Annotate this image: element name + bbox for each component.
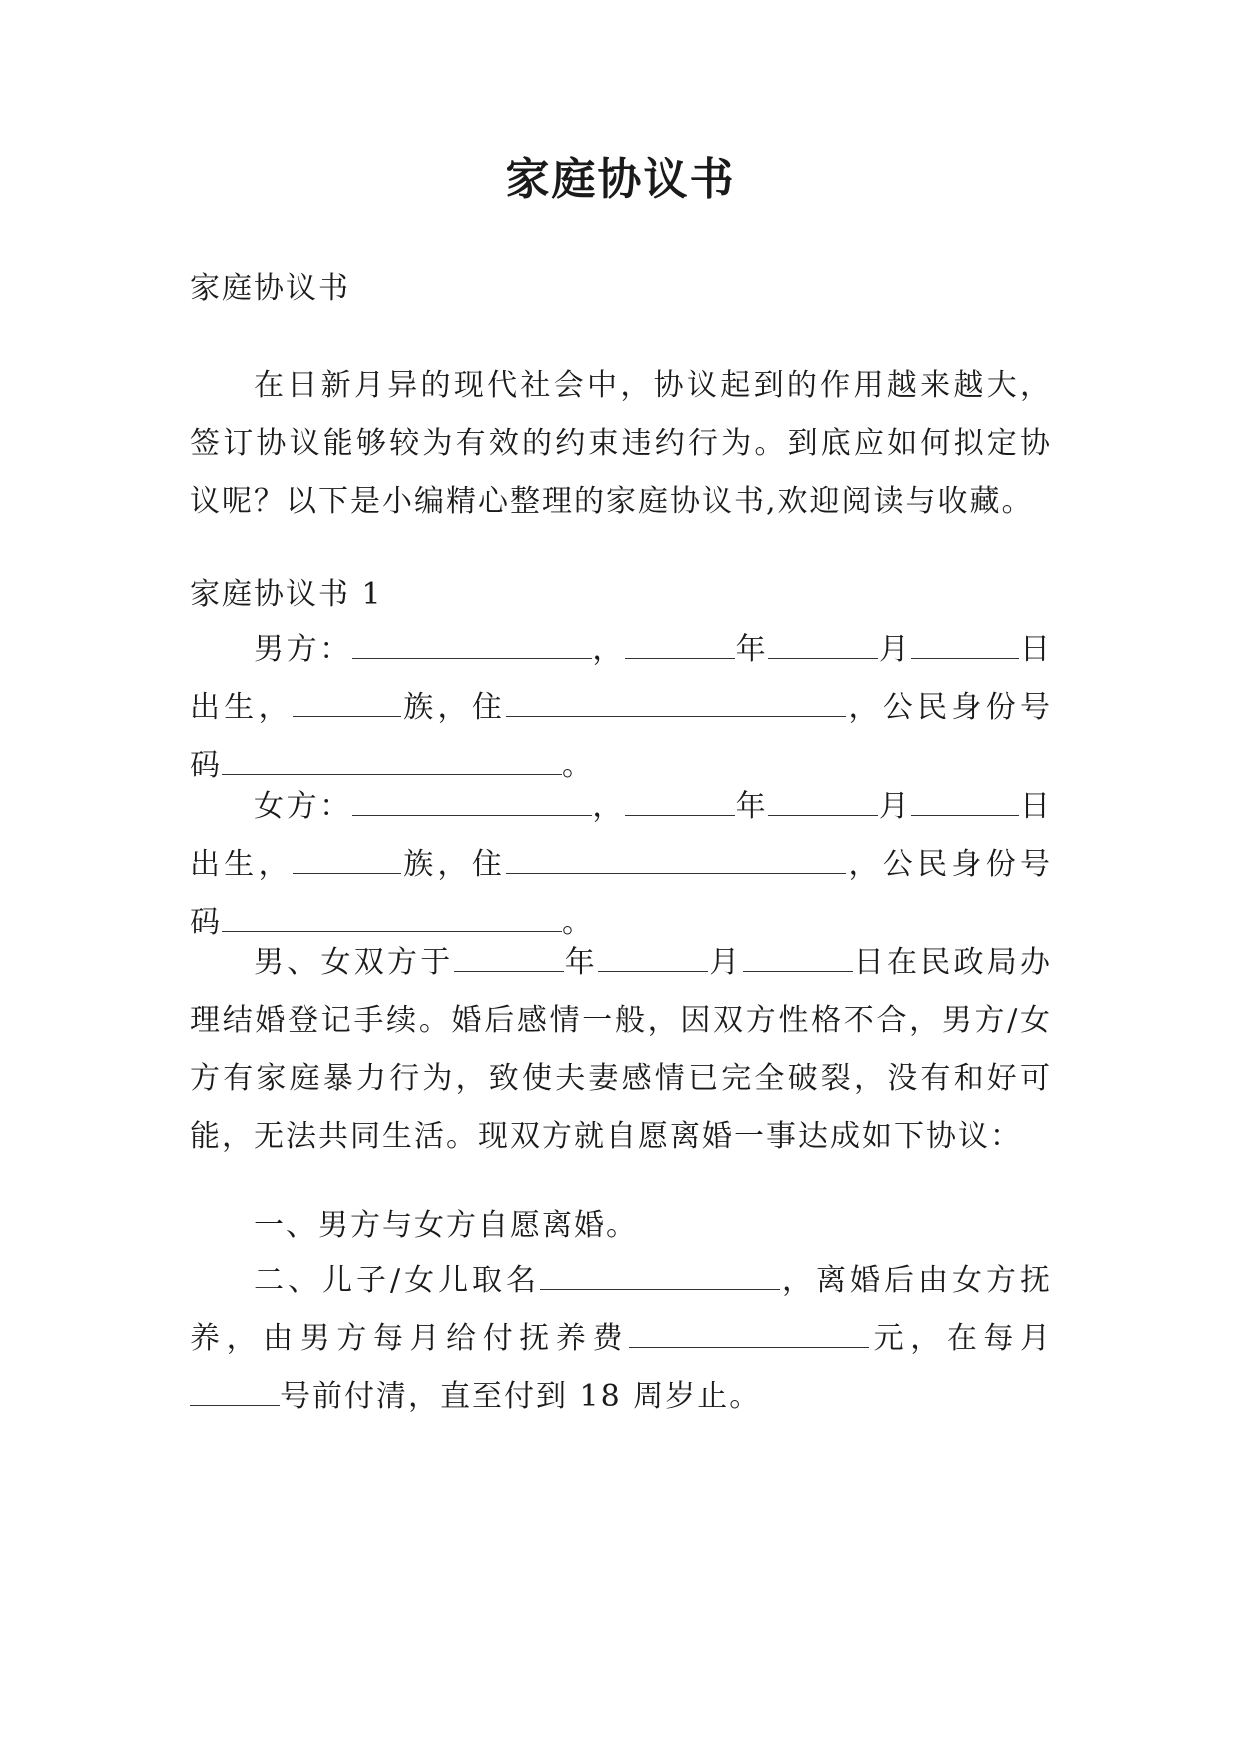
female-id-number-blank	[222, 905, 562, 932]
female-name-blank	[352, 789, 592, 816]
female-birth-day-blank	[911, 789, 1019, 816]
child-name-blank	[540, 1263, 780, 1290]
female-birth-month-blank	[768, 789, 878, 816]
male-id-number-blank	[222, 748, 562, 775]
male-birth-month-blank	[768, 632, 878, 659]
male-address-blank	[506, 690, 846, 717]
female-ethnicity-blank	[293, 847, 401, 874]
marriage-paragraph: 男、女双方于 年 月 日在民政局办理结婚登记手续。婚后感情一般，因双方性格不合，男方/女方有家庭暴力行为，致使夫妻感情已完全破裂，没有和好可能，无法共同生活。现双方就自愿离婚一事达成如下协议：	[190, 945, 1052, 1154]
male-ethnicity-blank	[293, 690, 401, 717]
clause-two: 二、儿子/女儿取名 ，离婚后由女方抚养，由男方每月给付抚养费 元，在每月号前付清，直至付到 18 周岁止。	[190, 1263, 1053, 1414]
female-address-blank	[506, 847, 846, 874]
marriage-day-blank	[743, 945, 853, 972]
intro-paragraph: 在日新月异的现代社会中，协议起到的作用越来越大，签订协议能够较为有效的约束违约行为。到底应如何拟定协议呢？以下是小编精心整理的家庭协议书,欢迎阅读与收藏。	[190, 368, 1052, 519]
male-info-paragraph: 男方： ， 年 月 日出生， 族，住 ，公民身份号码 。	[190, 632, 1053, 783]
marriage-year-blank	[454, 945, 564, 972]
male-birth-day-blank	[911, 632, 1019, 659]
female-birth-year-blank	[625, 789, 735, 816]
subheading: 家庭协议书	[190, 271, 350, 306]
male-name-blank	[352, 632, 592, 659]
support-amount-blank	[629, 1321, 869, 1348]
male-birth-year-blank	[625, 632, 735, 659]
female-info-paragraph: 女方： ， 年 月 日出生， 族，住 ，公民身份号码 。	[190, 789, 1053, 940]
marriage-month-blank	[598, 945, 708, 972]
document-title: 家庭协议书	[505, 154, 736, 205]
section-heading: 家庭协议书 1	[190, 577, 383, 612]
clause-one: 一、男方与女方自愿离婚。	[254, 1208, 638, 1243]
payment-day-blank	[190, 1379, 280, 1406]
